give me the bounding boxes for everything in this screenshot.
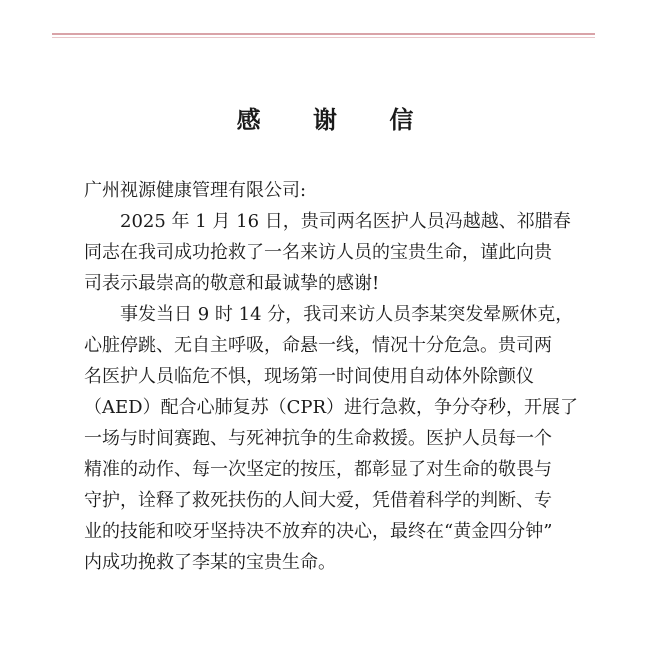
paragraph-line: 业的技能和咬牙坚持决不放弃的决心，最终在“黄金四分钟” bbox=[84, 521, 553, 542]
paragraph-line: 同志在我司成功抢救了一名来访人员的宝贵生命，谨此向贵 bbox=[84, 242, 552, 263]
paragraph-line: 内成功挽救了李某的宝贵生命。 bbox=[84, 552, 336, 573]
paragraph-1 bbox=[84, 206, 584, 299]
paragraph-line: 事发当日 9 时 14 分，我司来访人员李某突发晕厥休克， bbox=[120, 304, 574, 325]
paragraph-line: 名医护人员临危不惧，现场第一时间使用自动体外除颤仪 bbox=[84, 366, 534, 387]
header-red-rule bbox=[52, 33, 595, 35]
paragraph-line: 守护，诠释了救死扶伤的人间大爱，凭借着科学的判断、专 bbox=[84, 490, 552, 511]
letter-body bbox=[84, 175, 584, 578]
paragraph-line: 心脏停跳、无自主呼吸，命悬一线，情况十分危急。贵司两 bbox=[84, 335, 552, 356]
salutation: 广州视源健康管理有限公司: bbox=[84, 180, 307, 201]
paragraph-line: 2025 年 1 月 16 日，贵司两名医护人员冯越越、祁腊春 bbox=[120, 211, 571, 232]
paragraph-line: 司表示最崇高的敬意和最诚挚的感谢! bbox=[84, 273, 380, 294]
paragraph-2 bbox=[84, 299, 584, 578]
paragraph-line: （AED）配合心肺复苏（CPR）进行急救，争分夺秒，开展了 bbox=[84, 397, 579, 418]
letter-title: 感 谢 信 bbox=[236, 105, 436, 134]
paragraph-line: 一场与时间赛跑、与死神抗争的生命救援。医护人员每一个 bbox=[84, 428, 552, 449]
paragraph-line: 精准的动作、每一次坚定的按压，都彰显了对生命的敬畏与 bbox=[84, 459, 552, 480]
header-red-rule-thin bbox=[52, 37, 595, 38]
